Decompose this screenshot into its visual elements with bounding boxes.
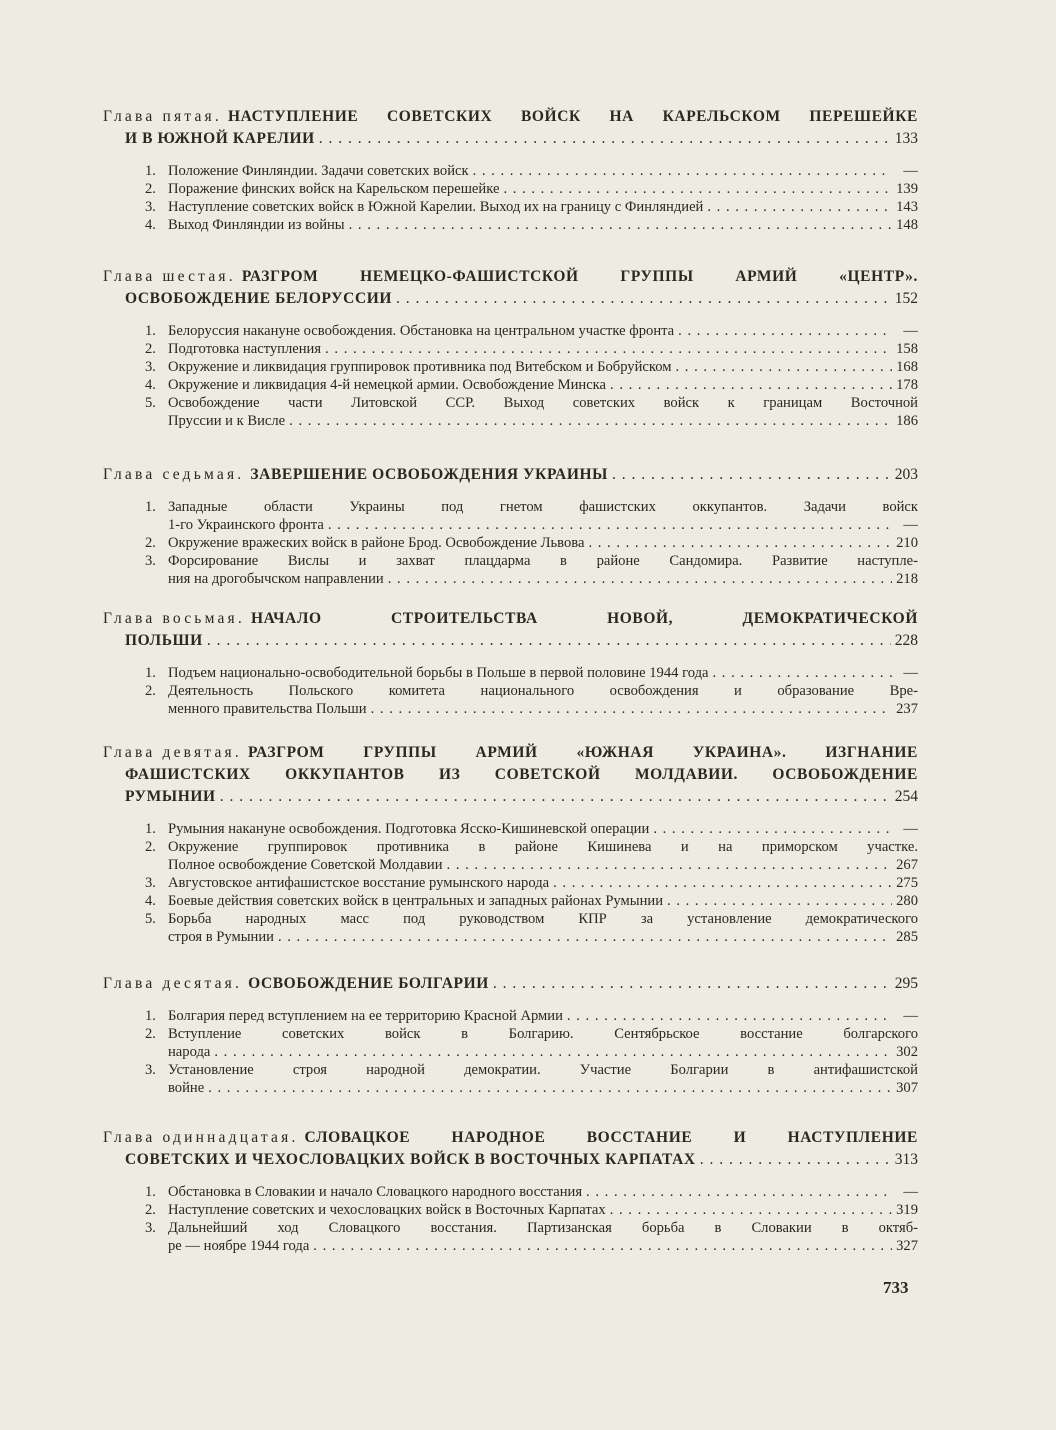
section-title: Обстановка в Словакии и начало Словацкого народного восстания (168, 1184, 583, 1200)
section-title: Установление строя народной демократии. Участие Болгарии в антифашистской (168, 1062, 918, 1078)
section-page: 237 (896, 701, 918, 717)
section-page: — (903, 323, 918, 339)
section-title: 1-го Украинского фронта (168, 517, 324, 533)
section-number: 2. (145, 683, 156, 699)
section-list (103, 664, 918, 718)
section-line (145, 928, 918, 946)
section-title: Августовское антифашистское восстание румынского народа (168, 875, 550, 891)
section-title: строя в Румынии (168, 929, 274, 945)
dot-leader (503, 180, 892, 198)
section-line (145, 412, 918, 430)
dot-leader (588, 534, 892, 552)
dot-leader (396, 288, 891, 310)
section-title: Дальнейший ход Словацкого восстания. Партизанская борьба в Словакии в октяб- (168, 1220, 918, 1236)
section-page: — (903, 1008, 918, 1024)
section-page: — (903, 1184, 918, 1200)
dot-leader (700, 1149, 891, 1171)
dot-leader (675, 358, 892, 376)
section-title: Вступление советских войск в Болгарию. Сентябрьское восстание болгарского (168, 1026, 918, 1042)
chapter-page: 313 (894, 1151, 918, 1168)
dot-leader (493, 973, 891, 995)
section-title: Наступление советских войск в Южной Карелии. Выход их на границу с Финляндией (168, 199, 704, 215)
chapter-title: ЗАВЕРШЕНИЕ ОСВОБОЖДЕНИЯ УКРАИНЫ (250, 466, 608, 483)
section-list (103, 1007, 918, 1097)
section-line (145, 322, 918, 340)
section-number: 2. (145, 341, 156, 357)
section-title: Деятельность Польского комитета национального освобождения и образование Вре- (168, 683, 918, 699)
section-line (145, 700, 918, 718)
chapter-title: ПОЛЬШИ (125, 632, 203, 649)
section-line (145, 1043, 918, 1061)
section-line (145, 1201, 918, 1219)
dot-leader (319, 128, 891, 150)
section-line (145, 1183, 918, 1201)
section-number: 1. (145, 163, 156, 179)
chapter-entry (103, 464, 918, 588)
section-number: 2. (145, 181, 156, 197)
chapter-entry (103, 973, 918, 1097)
chapter-title: РУМЫНИИ (125, 788, 216, 805)
section-number: 1. (145, 1008, 156, 1024)
dot-leader (207, 630, 891, 652)
chapter-title: СЛОВАЦКОЕ НАРОДНОЕ ВОССТАНИЕ И НАСТУПЛЕНИЕ (304, 1129, 918, 1146)
dot-leader (349, 216, 892, 234)
chapter-label: Глава седьмая. (103, 466, 245, 483)
section-page: 275 (896, 875, 918, 891)
dot-leader (653, 820, 892, 838)
section-line (145, 1061, 918, 1079)
section-line (145, 552, 918, 570)
dot-leader (289, 412, 892, 430)
section-page: 302 (896, 1044, 918, 1060)
section-list (103, 1183, 918, 1255)
section-page: 168 (896, 359, 918, 375)
dot-leader (208, 1079, 892, 1097)
dot-leader (707, 198, 892, 216)
section-line (145, 216, 918, 234)
section-title: Пруссии и к Висле (168, 413, 286, 429)
section-title: Окружение и ликвидация группировок противника под Витебском и Бобруйском (168, 359, 672, 375)
section-page: 148 (896, 217, 918, 233)
section-title: ния на дрогобычском направлении (168, 571, 384, 587)
dot-leader (586, 1183, 892, 1201)
chapter-page: 254 (894, 788, 918, 805)
section-title: Борьба народных масс под руководством КПР за установление демократического (168, 911, 918, 927)
section-title: Положение Финляндии. Задачи советских войск (168, 163, 469, 179)
section-line (145, 376, 918, 394)
chapter-page: 203 (894, 466, 918, 483)
chapter-heading-line (103, 764, 918, 786)
section-page: 158 (896, 341, 918, 357)
section-line (145, 874, 918, 892)
section-page: 218 (896, 571, 918, 587)
section-number: 1. (145, 1184, 156, 1200)
chapter-heading-line (103, 128, 918, 150)
section-title: Белоруссия накануне освобождения. Обстановка на центральном участке фронта (168, 323, 675, 339)
chapter-title: СОВЕТСКИХ И ЧЕХОСЛОВАЦКИХ ВОЙСК В ВОСТОЧНЫХ КАРПАТАХ (125, 1151, 696, 1168)
dot-leader (371, 700, 892, 718)
chapter-entry (103, 1127, 918, 1255)
section-page: 307 (896, 1080, 918, 1096)
section-line (145, 570, 918, 588)
section-page: 267 (896, 857, 918, 873)
section-title: Боевые действия советских войск в центральных и западных районах Румынии (168, 893, 664, 909)
section-number: 1. (145, 821, 156, 837)
section-number: 2. (145, 1026, 156, 1042)
section-title: народа (168, 1044, 211, 1060)
dot-leader (612, 464, 891, 486)
section-number: 1. (145, 499, 156, 515)
section-line (145, 516, 918, 534)
section-page: 210 (896, 535, 918, 551)
section-page: 178 (896, 377, 918, 393)
section-number: 4. (145, 217, 156, 233)
section-page: — (903, 163, 918, 179)
chapter-title: И В ЮЖНОЙ КАРЕЛИИ (125, 130, 315, 147)
dot-leader (278, 928, 892, 946)
dot-leader (610, 376, 892, 394)
chapter-page: 152 (894, 290, 918, 307)
section-title: Форсирование Вислы и захват плацдарма в районе Сандомира. Развитие наступле- (168, 553, 918, 569)
chapter-title: НАСТУПЛЕНИЕ СОВЕТСКИХ ВОЙСК НА КАРЕЛЬСКОМ ПЕРЕШЕЙКЕ (227, 108, 918, 125)
dot-leader (328, 516, 892, 534)
section-line (145, 1219, 918, 1237)
chapter-label: Глава девятая. (103, 744, 242, 761)
section-line (145, 838, 918, 856)
section-line (145, 664, 918, 682)
section-title: Болгария перед вступлением на ее территорию Красной Армии (168, 1008, 563, 1024)
section-number: 3. (145, 1220, 156, 1236)
chapter-title: НАЧАЛО СТРОИТЕЛЬСТВА НОВОЙ, ДЕМОКРАТИЧЕСКОЙ (250, 610, 918, 627)
section-number: 4. (145, 893, 156, 909)
section-line (145, 892, 918, 910)
section-page: 280 (896, 893, 918, 909)
section-page: 143 (896, 199, 918, 215)
section-title: войне (168, 1080, 205, 1096)
table-of-contents (103, 106, 918, 1255)
chapter-label: Глава десятая. (103, 975, 243, 992)
section-line (145, 1237, 918, 1255)
section-title: Окружение и ликвидация 4-й немецкой армии. Освобождение Минска (168, 377, 607, 393)
chapter-entry (103, 742, 918, 946)
dot-leader (388, 570, 892, 588)
chapter-label: Глава пятая. (103, 108, 222, 125)
section-line (145, 358, 918, 376)
chapter-title: РАЗГРОМ ГРУППЫ АРМИЙ «ЮЖНАЯ УКРАИНА». ИЗГНАНИЕ (247, 744, 918, 761)
section-page: — (903, 517, 918, 533)
dot-leader (447, 856, 892, 874)
chapter-entry (103, 106, 918, 234)
section-line (145, 498, 918, 516)
section-page: 139 (896, 181, 918, 197)
section-page: 285 (896, 929, 918, 945)
section-page: 319 (896, 1202, 918, 1218)
section-number: 4. (145, 377, 156, 393)
chapter-heading-line (103, 266, 918, 288)
section-number: 3. (145, 875, 156, 891)
section-number: 1. (145, 665, 156, 681)
section-number: 5. (145, 911, 156, 927)
section-line (145, 180, 918, 198)
section-number: 3. (145, 199, 156, 215)
chapter-heading-line (103, 630, 918, 652)
section-title: Подъем национально-освободительной борьбы в Польше в первой половине 1944 года (168, 665, 709, 681)
section-title: Румыния накануне освобождения. Подготовка Ясско-Кишиневской операции (168, 821, 650, 837)
chapter-heading-line (103, 742, 918, 764)
chapter-label: Глава одиннадцатая. (103, 1129, 299, 1146)
dot-leader (473, 162, 892, 180)
section-page: — (903, 665, 918, 681)
section-title: Наступление советских и чехословацких войск в Восточных Карпатах (168, 1202, 606, 1218)
section-list (103, 162, 918, 234)
dot-leader (553, 874, 892, 892)
section-line (145, 1079, 918, 1097)
dot-leader (313, 1237, 892, 1255)
section-title: Освобождение части Литовской ССР. Выход советских войск к границам Восточной (168, 395, 918, 411)
dot-leader (325, 340, 892, 358)
section-line (145, 394, 918, 412)
chapter-heading-line (103, 608, 918, 630)
dot-leader (214, 1043, 892, 1061)
chapter-heading-line (103, 786, 918, 808)
section-line (145, 198, 918, 216)
section-number: 3. (145, 553, 156, 569)
section-number: 5. (145, 395, 156, 411)
chapter-label: Глава восьмая. (103, 610, 245, 627)
section-line (145, 1007, 918, 1025)
chapter-heading-line (103, 1127, 918, 1149)
section-list (103, 820, 918, 946)
chapter-heading-line (103, 106, 918, 128)
section-title: ре — ноябре 1944 года (168, 1238, 310, 1254)
chapter-title: ОСВОБОЖДЕНИЕ БОЛГАРИИ (248, 975, 489, 992)
dot-leader (667, 892, 892, 910)
section-title: Окружение группировок противника в районе Кишинева и на приморском участке. (168, 839, 918, 855)
section-title: Окружение вражеских войск в районе Брод. Освобождение Львова (168, 535, 585, 551)
section-title: Выход Финляндии из войны (168, 217, 345, 233)
section-list (103, 498, 918, 588)
chapter-heading-line (103, 288, 918, 310)
chapter-title: ФАШИСТСКИХ ОККУПАНТОВ ИЗ СОВЕТСКОЙ МОЛДАВИИ. ОСВОБОЖДЕНИЕ (125, 766, 918, 783)
section-line (145, 682, 918, 700)
dot-leader (220, 786, 891, 808)
chapter-heading-line (103, 1149, 918, 1171)
section-page: 186 (896, 413, 918, 429)
section-number: 3. (145, 359, 156, 375)
section-page: 327 (896, 1238, 918, 1254)
section-number: 2. (145, 535, 156, 551)
chapter-entry (103, 608, 918, 718)
section-line (145, 162, 918, 180)
section-line (145, 910, 918, 928)
section-list (103, 322, 918, 430)
chapter-title: РАЗГРОМ НЕМЕЦКО-ФАШИСТСКОЙ ГРУППЫ АРМИЙ «ЦЕНТР». (241, 268, 918, 285)
section-line (145, 856, 918, 874)
section-line (145, 820, 918, 838)
chapter-page: 228 (894, 632, 918, 649)
section-line (145, 1025, 918, 1043)
section-title: менного правительства Польши (168, 701, 367, 717)
chapter-page: 133 (894, 130, 918, 147)
section-page: — (903, 821, 918, 837)
chapter-page: 295 (894, 975, 918, 992)
section-number: 2. (145, 839, 156, 855)
chapter-label: Глава шестая. (103, 268, 236, 285)
section-title: Подготовка наступления (168, 341, 322, 357)
section-number: 2. (145, 1202, 156, 1218)
section-title: Поражение финских войск на Карельском перешейке (168, 181, 500, 197)
dot-leader (678, 322, 892, 340)
chapter-heading-line (103, 973, 918, 995)
dot-leader (567, 1007, 892, 1025)
dot-leader (712, 664, 892, 682)
section-title: Полное освобождение Советской Молдавии (168, 857, 443, 873)
section-number: 1. (145, 323, 156, 339)
section-title: Западные области Украины под гнетом фашистских оккупантов. Задачи войск (168, 499, 918, 515)
section-number: 3. (145, 1062, 156, 1078)
section-line (145, 340, 918, 358)
chapter-entry (103, 266, 918, 430)
dot-leader (610, 1201, 892, 1219)
chapter-title: ОСВОБОЖДЕНИЕ БЕЛОРУССИИ (125, 290, 393, 307)
page-number: 733 (883, 1278, 909, 1297)
chapter-heading-line (103, 464, 918, 486)
section-line (145, 534, 918, 552)
